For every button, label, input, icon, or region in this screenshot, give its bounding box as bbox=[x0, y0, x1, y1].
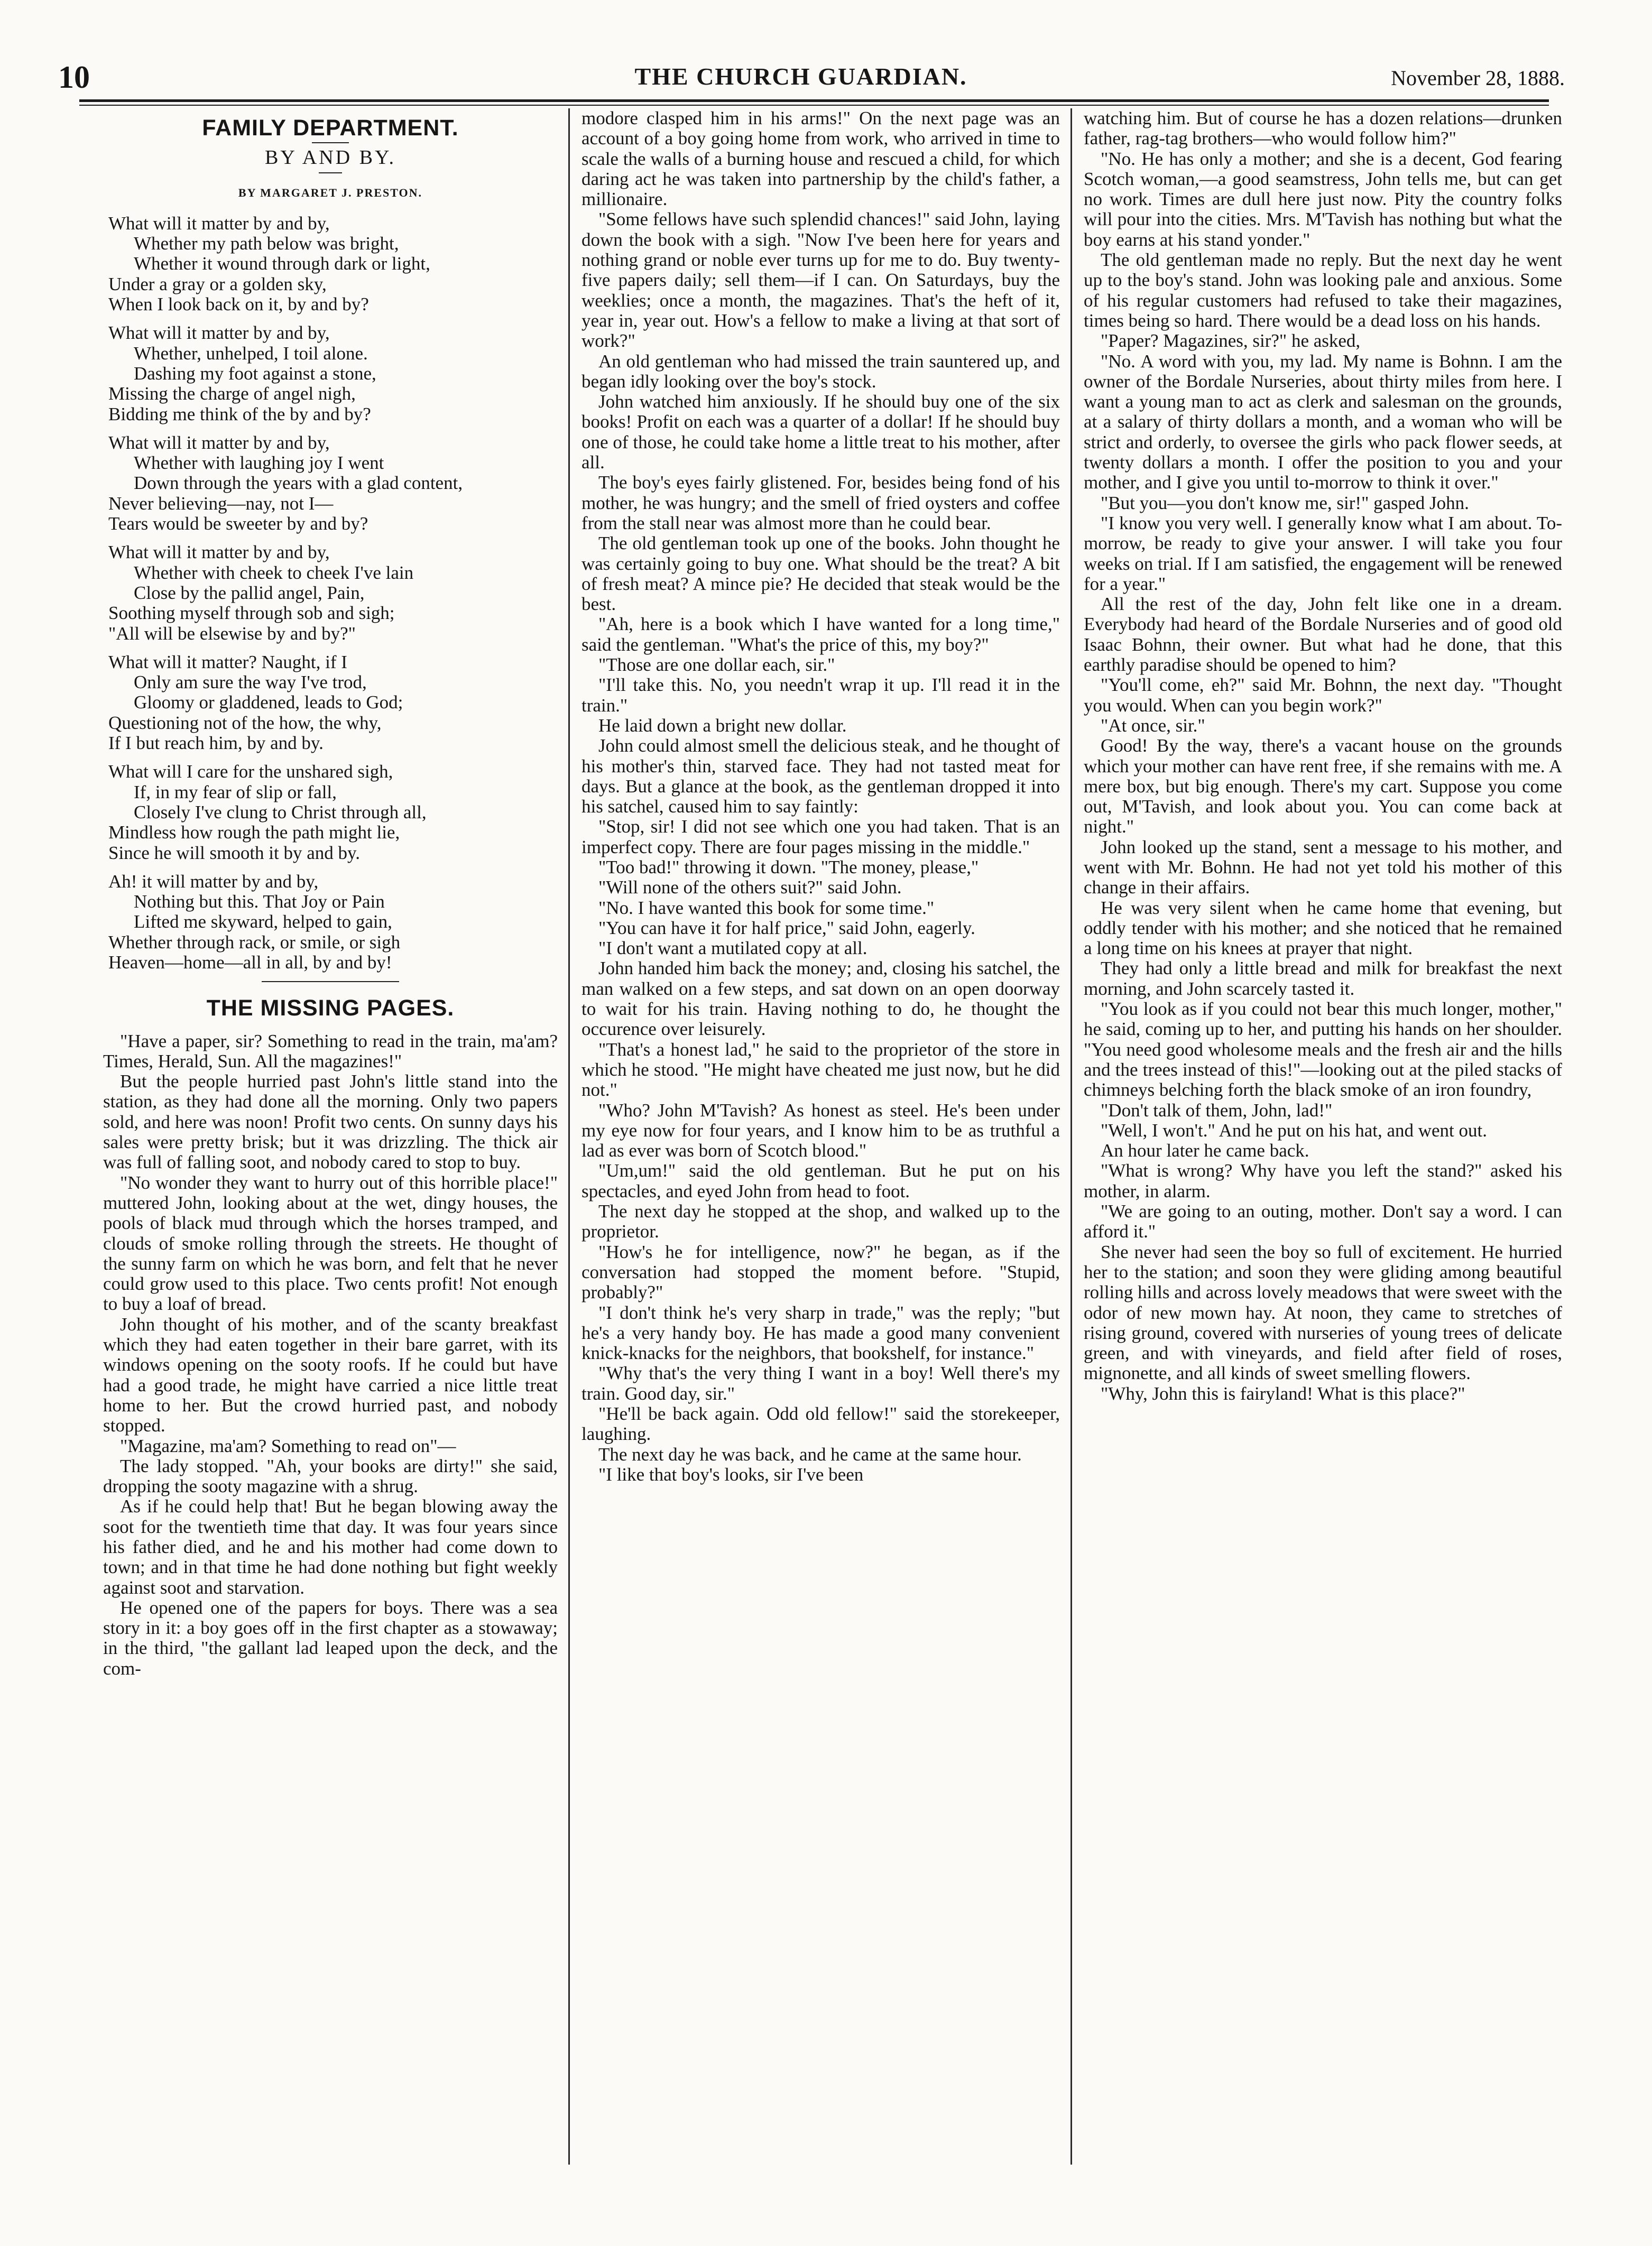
paragraph: They had only a little bread and milk for breakfast the next morning, and John scarcely tasted it. bbox=[1084, 958, 1562, 999]
paragraph: He laid down a bright new dollar. bbox=[598, 715, 847, 736]
divider bbox=[312, 142, 349, 143]
paragraph: "Don't talk of them, John, lad!" bbox=[1101, 1099, 1333, 1121]
poem-line: Whether through rack, or smile, or sigh bbox=[108, 931, 401, 953]
poem-line: Bidding me think of the by and by? bbox=[108, 403, 371, 424]
poem-stanza bbox=[108, 433, 558, 534]
poem-line: Never believing—nay, not I— bbox=[108, 493, 334, 514]
story-title: THE MISSING PAGES. bbox=[206, 995, 455, 1021]
column-3 bbox=[1084, 108, 1562, 2159]
poem-line: Down through the years with a glad content, bbox=[134, 473, 463, 494]
poem-byline: BY MARGARET J. PRESTON. bbox=[238, 186, 423, 199]
paragraph: John looked up the stand, sent a message to his mother, and went with Mr. Bohnn. He had not yet told his mother of this change in their affairs. bbox=[1084, 836, 1562, 898]
paragraph: "Have a paper, sir? Something to read in the train, ma'am? Times, Herald, Sun. All the magazines!" bbox=[103, 1030, 558, 1071]
paragraph: "Who? John M'Tavish? As honest as steel. He's been under my eye now for four years, and I know him to be as truthful a lad as ever was born of Scotch blood." bbox=[582, 1099, 1060, 1161]
paragraph: John could almost smell the delicious steak, and he thought of his mother's thin, starved face. They had not tasted meat for days. But a glance at the book, as the gentleman dropped it into his satchel, caused him to say faintly: bbox=[582, 735, 1060, 817]
paragraph: "Um,um!" said the old gentleman. But he put on his spectacles, and eyed John from head to foot. bbox=[582, 1160, 1060, 1201]
poem-line: Lifted me skyward, helped to gain, bbox=[134, 911, 392, 932]
poem-line: What will it matter by and by, bbox=[108, 322, 330, 344]
poem-stanza bbox=[108, 652, 558, 753]
paragraph: "Why that's the very thing I want in a boy! Well there's my train. Good day, sir." bbox=[582, 1363, 1060, 1404]
poem-line: Whether my path below was bright, bbox=[134, 233, 399, 254]
poem-line: Whether with cheek to cheek I've lain bbox=[134, 562, 414, 583]
paragraph: "No wonder they want to hurry out of this horrible place!" muttered John, looking about at the wet, dingy houses, the pools of black mud through which the horses tramped, and clouds of smoke rolling through the streets. He thought of the sunny farm on which he was born, and felt that he never could grow used to this place. Two cents profit! Not enough to buy a loaf of bread. bbox=[103, 1172, 558, 1315]
poem-stanza bbox=[108, 214, 558, 315]
poem-stanza bbox=[108, 762, 558, 863]
paragraph: "At once, sir." bbox=[1101, 715, 1205, 736]
section-separator bbox=[262, 981, 399, 982]
paragraph: "Ah, here is a book which I have wanted for a long time," said the gentleman. "What's the price of this, my boy?" bbox=[582, 614, 1060, 655]
masthead-rule bbox=[79, 99, 1549, 102]
paragraph: "Paper? Magazines, sir?" he asked, bbox=[1101, 330, 1361, 352]
poem-line: What will it matter by and by, bbox=[108, 542, 330, 563]
paragraph: All the rest of the day, John felt like one in a dream. Everybody had heard of the Bordale Nurseries and of good old Isaac Bohnn, their owner. But what had he done, that this earthly paradise should be opened to him? bbox=[1084, 594, 1562, 676]
paragraph: He was very silent when he came home that evening, but oddly tender with his mother; and she noticed that he remained a long time on his knees at prayer that night. bbox=[1084, 897, 1562, 959]
poem-line: If I but reach him, by and by. bbox=[108, 733, 324, 754]
paragraph: John thought of his mother, and of the scanty breakfast which they had eaten together in their bare garret, with its windows opening on the sooty roofs. If he could but have had a good trade, he might have carried a nice little treat home to her. But the crowd hurried past, and nobody stopped. bbox=[103, 1314, 558, 1436]
paragraph: "He'll be back again. Odd old fellow!" said the storekeeper, laughing. bbox=[582, 1403, 1060, 1445]
paragraph: But the people hurried past John's little stand into the station, as they had done all the morning. Only two papers sold, and here was noon! Profit two cents. On sunny days his sales were pretty brisk; but it was drizzling. The thick air was full of falling soot, and nobody cared to stop to buy. bbox=[103, 1071, 558, 1173]
paragraph: "Those are one dollar each, sir." bbox=[598, 654, 835, 676]
story-continued bbox=[582, 108, 1060, 1485]
story-continued bbox=[1084, 108, 1562, 1404]
paragraph: The boy's eyes fairly glistened. For, besides being fond of his mother, he was hungry; and the smell of fried oysters and coffee from the stall near was almost more than he could bear. bbox=[582, 472, 1060, 533]
poem-line: Only am sure the way I've trod, bbox=[134, 672, 367, 693]
paragraph: "I'll take this. No, you needn't wrap it up. I'll read it in the train." bbox=[582, 674, 1060, 716]
poem-line: Gloomy or gladdened, leads to God; bbox=[134, 692, 403, 713]
newspaper-title: THE CHURCH GUARDIAN. bbox=[634, 63, 967, 90]
paragraph: "No. A word with you, my lad. My name is Bohnn. I am the owner of the Bordale Nurseries, about thirty miles from here. I want a young man to act as clerk and salesman on the grounds, at a salary of thirty dollars a month, and a woman who will be strict and orderly, to oversee the girls who pack flower seeds, at twenty dollars a month. I offer the position to you and your mother, and I give you until to-morrow to think it over." bbox=[1084, 350, 1562, 493]
paragraph: As if he could help that! But he began blowing away the soot for the twentieth time that day. It was four years since his father died, and he and his mother had come down to town; and in that time he had done nothing but fight weekly against soot and starvation. bbox=[103, 1496, 558, 1598]
paragraph: "Some fellows have such splendid chances!" said John, laying down the book with a sigh. "Now I've been here for years and nothing grand or noble ever turns up for me to do. Buy twenty-five papers daily; sell them—if I can. On Saturdays, buy the weeklies; once a month, the magazines. That's the heft of it, year in, year out. How's a fellow to make a living at that sort of work?" bbox=[582, 209, 1060, 352]
paragraph: "You look as if you could not bear this much longer, mother," he said, coming up to her, and putting his hands on her shoulder. "You need good wholesome meals and the fresh air and the hills and the trees instead of this!"—looking out at the piled stacks of chimneys belching forth the black smoke of an iron foundry, bbox=[1084, 999, 1562, 1101]
paragraph: The old gentleman made no reply. But the next day he went up to the boy's stand. John was looking pale and anxious. Some of his regular customers had refused to take their magazines, times being so hard. There would be a dead loss on his hands. bbox=[1084, 249, 1562, 331]
page-number: 10 bbox=[58, 60, 90, 95]
poem-line: Questioning not of the how, the why, bbox=[108, 712, 382, 733]
paragraph: modore clasped him in his arms!" On the next page was an account of a boy going home from work, who arrived in time to scale the walls of a burning house and rescued a child, for which daring act he was taken into partnership by the child's father, a millionaire. bbox=[582, 108, 1060, 210]
paragraph: "I like that boy's looks, sir I've been bbox=[598, 1464, 864, 1485]
poem-line: Mindless how rough the path might lie, bbox=[108, 822, 400, 843]
paragraph: The old gentleman took up one of the books. John thought he was certainly going to buy one. What should be the treat? A bit of fresh meat? A mince pie? He decided that steak would be the best. bbox=[582, 533, 1060, 615]
poem-stanza bbox=[108, 872, 558, 973]
poem-line: Since he will smooth it by and by. bbox=[108, 842, 361, 863]
poem-stanza bbox=[108, 323, 558, 424]
paragraph: Good! By the way, there's a vacant house on the grounds which your mother can have rent free, if she remains with me. A mere box, but big enough. There's my cart. Suppose you come out, M'Tavish, and look about you. You can come back at night." bbox=[1084, 735, 1562, 837]
poem-line: What will it matter? Naught, if I bbox=[108, 651, 347, 672]
paragraph: "Too bad!" throwing it down. "The money, please," bbox=[598, 856, 979, 877]
poem-line: Missing the charge of angel nigh, bbox=[108, 383, 356, 404]
poem-line: What will it matter by and by, bbox=[108, 212, 330, 234]
masthead bbox=[37, 59, 1565, 96]
story-body bbox=[103, 1031, 558, 1679]
poem-line: Tears would be sweeter by and by? bbox=[108, 513, 368, 534]
column-1 bbox=[103, 108, 558, 2159]
paragraph: "You can have it for half price," said John, eagerly. bbox=[598, 917, 975, 938]
paragraph: John handed him back the money; and, closing his satchel, the man walked on a few steps, and sat down on an open doorway to wait for his train. Having nothing to do, he thought the occurence over leisurely. bbox=[582, 958, 1060, 1040]
column-2 bbox=[582, 108, 1060, 2159]
paragraph: The next day he stopped at the shop, and walked up to the proprietor. bbox=[582, 1201, 1060, 1242]
column-divider bbox=[568, 108, 570, 2165]
paragraph: "I don't think he's very sharp in trade," was the reply; "but he's a very handy boy. He has made a good many convenient knick-knacks for the neighbors, that bookshelf, for instance." bbox=[582, 1302, 1060, 1364]
poem-line: If, in my fear of slip or fall, bbox=[134, 781, 337, 802]
poem-line: Nothing but this. That Joy or Pain bbox=[134, 891, 385, 912]
paragraph: "How's he for intelligence, now?" he began, as if the conversation had stopped the moment before. "Stupid, probably?" bbox=[582, 1241, 1060, 1303]
poem-line: What will I care for the unshared sigh, bbox=[108, 761, 393, 782]
paragraph: "Magazine, ma'am? Something to read on"— bbox=[120, 1435, 456, 1456]
masthead-rule-thin bbox=[79, 105, 1549, 106]
column-divider bbox=[1070, 108, 1072, 2165]
paragraph: "What is wrong? Why have you left the stand?" asked his mother, in alarm. bbox=[1084, 1160, 1562, 1201]
poem-line: When I look back on it, by and by? bbox=[108, 294, 369, 315]
poem-line: Closely I've clung to Christ through all, bbox=[134, 801, 427, 822]
paragraph: The lady stopped. "Ah, your books are dirty!" she said, dropping the sooty magazine with a shrug. bbox=[103, 1455, 558, 1497]
paragraph: "You'll come, eh?" said Mr. Bohnn, the next day. "Thought you would. When can you begin work?" bbox=[1084, 674, 1562, 716]
paragraph: "Stop, sir! I did not see which one you had taken. That is an imperfect copy. There are four pages missing in the middle." bbox=[582, 816, 1060, 857]
paragraph: "I don't want a mutilated copy at all. bbox=[598, 938, 867, 959]
poem-title: BY AND BY. bbox=[265, 146, 396, 169]
poem-line: Ah! it will matter by and by, bbox=[108, 871, 319, 892]
poem-line: Under a gray or a golden sky, bbox=[108, 273, 327, 294]
poem-line: Whether, unhelped, I toil alone. bbox=[134, 343, 368, 364]
paragraph: She never had seen the boy so full of excitement. He hurried her to the station; and soon they were gliding among beautiful rolling hills and across lovely meadows that were sweet with the odor of new mown hay. At noon, they came to stretches of rising ground, covered with nurseries of young trees of delicate green, and with vineyards, and field after field of roses, mignonette, and all kinds of sweet smelling flowers. bbox=[1084, 1241, 1562, 1384]
paragraph: An hour later he came back. bbox=[1101, 1140, 1309, 1161]
poem-line: Soothing myself through sob and sigh; bbox=[108, 603, 395, 624]
paragraph: "No. I have wanted this book for some time." bbox=[598, 897, 935, 918]
paragraph: John watched him anxiously. If he should buy one of the six books! Profit on each was a quarter of a dollar! If he should buy one of those, he could take home a little treat to his mother, after all. bbox=[582, 391, 1060, 473]
paragraph: "We are going to an outing, mother. Don't say a word. I can afford it." bbox=[1084, 1201, 1562, 1242]
paragraph: watching him. But of course he has a dozen relations—drunken father, rag-tag brothers—who would follow him?" bbox=[1084, 108, 1562, 149]
poem-line: Close by the pallid angel, Pain, bbox=[134, 582, 365, 603]
paragraph: "But you—you don't know me, sir!" gasped John. bbox=[1101, 492, 1469, 513]
divider bbox=[319, 172, 342, 173]
poem-stanza bbox=[108, 542, 558, 643]
paragraph: "Will none of the others suit?" said John. bbox=[598, 877, 902, 898]
paragraph: "That's a honest lad," he said to the proprietor of the store in which he stood. "He might have cheated me just now, but he did not." bbox=[582, 1039, 1060, 1101]
paragraph: "Why, John this is fairyland! What is this place?" bbox=[1101, 1383, 1465, 1404]
poem-line: What will it matter by and by, bbox=[108, 432, 330, 453]
paragraph: "Well, I won't." And he put on his hat, and went out. bbox=[1101, 1120, 1488, 1141]
paragraph: "I know you very well. I generally know what I am about. To-morrow, be ready to give your answer. I will take you four weeks on trial. If I am satisfied, the engagement will be renewed for a year." bbox=[1084, 512, 1562, 594]
poem-line: Whether with laughing joy I went bbox=[134, 452, 384, 474]
poem bbox=[103, 214, 558, 973]
paragraph: An old gentleman who had missed the train sauntered up, and began idly looking over the boy's stock. bbox=[582, 350, 1060, 392]
issue-date: November 28, 1888. bbox=[1391, 66, 1565, 90]
poem-line: Heaven—home—all in all, by and by! bbox=[108, 951, 392, 973]
poem-line: Whether it wound through dark or light, bbox=[134, 253, 430, 274]
paragraph: He opened one of the papers for boys. There was a sea story in it: a boy goes off in the first chapter as a stowaway; in the third, "the gallant lad leaped upon the deck, and the com- bbox=[103, 1597, 558, 1679]
poem-line: "All will be elsewise by and by?" bbox=[108, 623, 356, 644]
paragraph: The next day he was back, and he came at the same hour. bbox=[598, 1444, 1022, 1465]
paragraph: "No. He has only a mother; and she is a decent, God fearing Scotch woman,—a good seamstress, John tells me, but can get no work. Times are dull here just now. Pity the country folks will pour into the cities. Mrs. M'Tavish has nothing but what the boy earns at his stand yonder." bbox=[1084, 148, 1562, 250]
poem-line: Dashing my foot against a stone, bbox=[134, 363, 376, 384]
department-heading: FAMILY DEPARTMENT. bbox=[202, 115, 459, 141]
